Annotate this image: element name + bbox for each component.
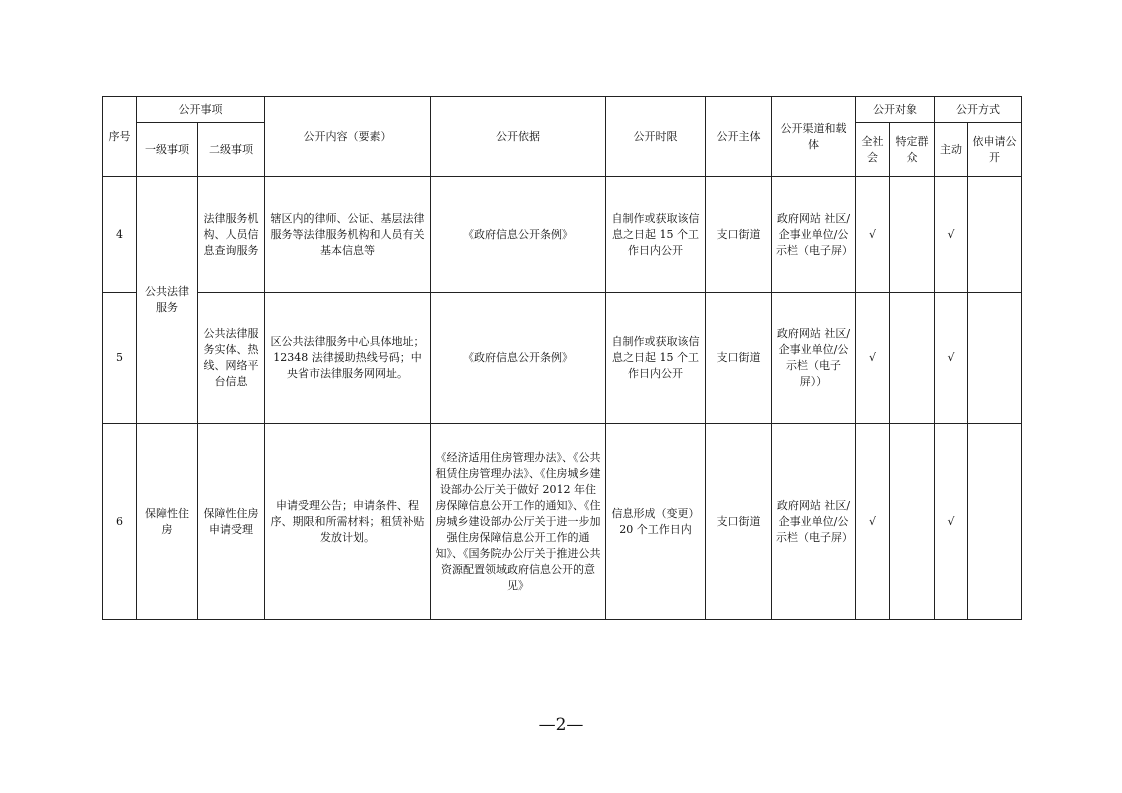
cell-basis: 《经济适用住房管理办法》、《公共租赁住房管理办法》、《住房城乡建设部办公厅关于做好 2012 年住房保障信息公开工作的通知》、《住房城乡建设部办公厅关于进一步加强住房保障信息公开工作的通知》、《国务院办公厅关于推进公共资源配置领域政府信息公开的意见》 [431, 424, 606, 620]
cell-level1: 公共法律服务 [137, 177, 198, 424]
cell-level1: 保障性住房 [137, 424, 198, 620]
cell-mode-active: √ [935, 424, 968, 620]
cell-subject: 支口街道 [706, 293, 772, 424]
cell-deadline: 信息形成（变更）20 个工作日内 [606, 424, 706, 620]
cell-deadline: 自制作或获取该信息之日起 15 个工作日内公开 [606, 177, 706, 293]
header-channel: 公开渠道和载体 [772, 97, 856, 177]
cell-level2: 公共法律服务实体、热线、网络平台信息 [198, 293, 265, 424]
cell-basis: 《政府信息公开条例》 [431, 177, 606, 293]
cell-target-specific [890, 177, 935, 293]
header-content: 公开内容（要素） [265, 97, 431, 177]
cell-content: 申请受理公告；申请条件、程序、期限和所需材料；租赁补贴发放计划。 [265, 424, 431, 620]
cell-seq: 6 [103, 424, 137, 620]
cell-content: 区公共法律服务中心具体地址；12348 法律援助热线号码；中央省市法律服务网网址。 [265, 293, 431, 424]
header-item-group: 公开事项 [137, 97, 265, 123]
header-row [103, 97, 1022, 123]
cell-target-all: √ [856, 177, 890, 293]
cell-mode-active: √ [935, 177, 968, 293]
cell-mode-request [968, 424, 1022, 620]
cell-target-specific [890, 293, 935, 424]
header-target-specific: 特定群众 [890, 123, 935, 177]
cell-channel: 政府网站 社区/企事业单位/公示栏（电子屏）） [772, 293, 856, 424]
header-seq: 序号 [103, 97, 137, 177]
cell-target-all: √ [856, 424, 890, 620]
header-subject: 公开主体 [706, 97, 772, 177]
cell-mode-active: √ [935, 293, 968, 424]
cell-subject: 支口街道 [706, 424, 772, 620]
cell-target-specific [890, 424, 935, 620]
cell-content: 辖区内的律师、公证、基层法律服务等法律服务机构和人员有关基本信息等 [265, 177, 431, 293]
cell-deadline: 自制作或获取该信息之日起 15 个工作日内公开 [606, 293, 706, 424]
header-mode-active: 主动 [935, 123, 968, 177]
table-row [103, 177, 1022, 293]
cell-mode-request [968, 293, 1022, 424]
cell-mode-request [968, 177, 1022, 293]
page-number: —2— [538, 715, 584, 735]
cell-level2: 保障性住房申请受理 [198, 424, 265, 620]
cell-seq: 4 [103, 177, 137, 293]
cell-seq: 5 [103, 293, 137, 424]
table-row [103, 293, 1022, 424]
cell-channel: 政府网站 社区/企事业单位/公示栏（电子屏） [772, 177, 856, 293]
cell-subject: 支口街道 [706, 177, 772, 293]
cell-target-all: √ [856, 293, 890, 424]
cell-level2: 法律服务机构、人员信息查询服务 [198, 177, 265, 293]
header-basis: 公开依据 [431, 97, 606, 177]
header-target-all: 全社会 [856, 123, 890, 177]
table-row [103, 424, 1022, 620]
header-target-group: 公开对象 [856, 97, 935, 123]
header-mode-request: 依申请公开 [968, 123, 1022, 177]
disclosure-table [102, 96, 1022, 620]
cell-channel: 政府网站 社区/企事业单位/公示栏（电子屏） [772, 424, 856, 620]
header-level2: 二级事项 [198, 123, 265, 177]
header-level1: 一级事项 [137, 123, 198, 177]
header-deadline: 公开时限 [606, 97, 706, 177]
cell-basis: 《政府信息公开条例》 [431, 293, 606, 424]
header-mode-group: 公开方式 [935, 97, 1022, 123]
